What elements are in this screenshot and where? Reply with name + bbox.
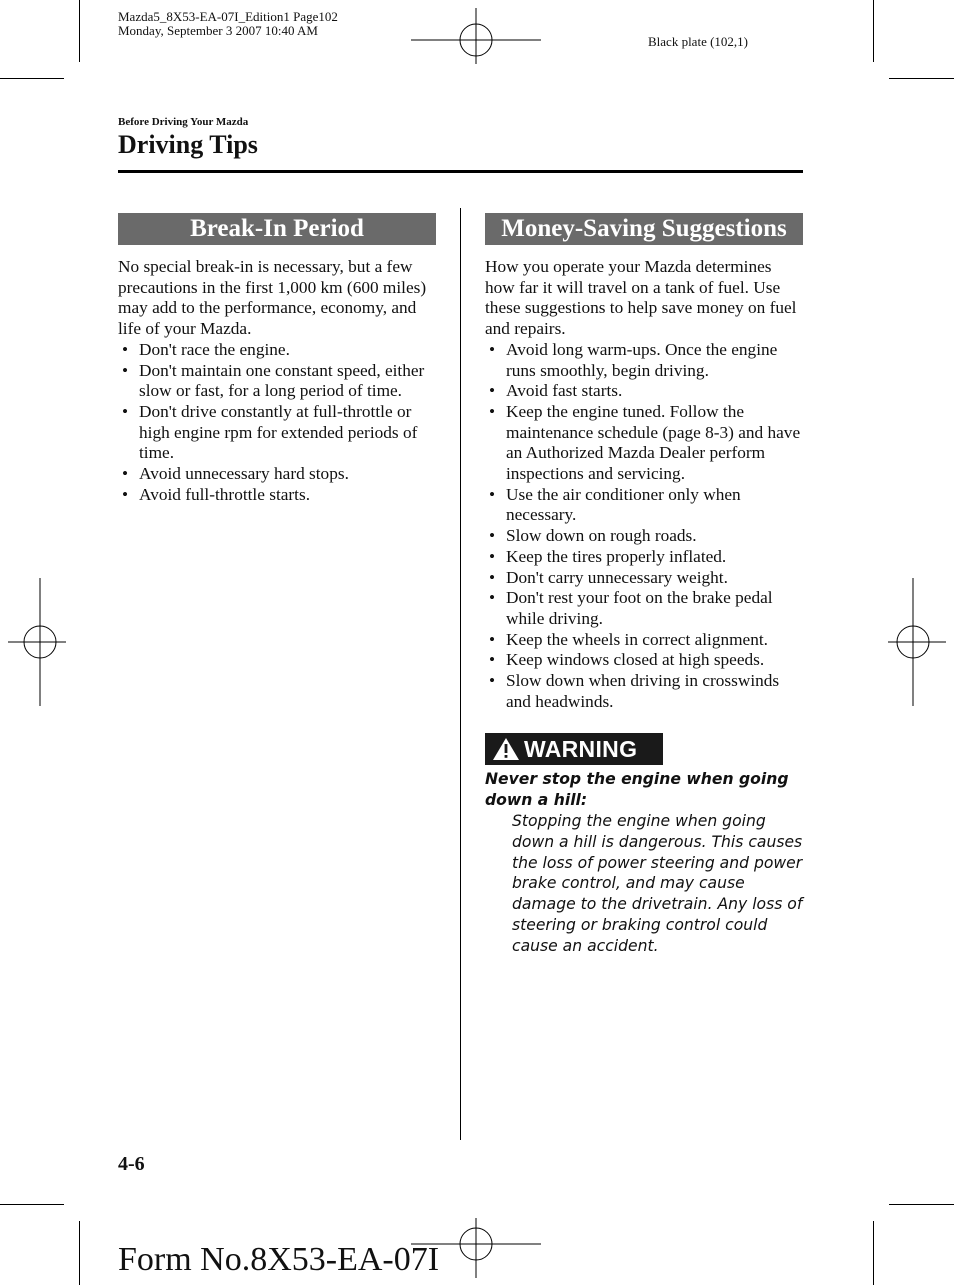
page-number: 4-6 [118,1153,145,1175]
list-item: • Keep the wheels in correct alignment. [485,630,803,651]
list-item: • Avoid full-throttle starts. [118,485,436,506]
list-item: • Don't carry unnecessary weight. [485,568,803,589]
registration-mark-icon [411,8,541,64]
crop-mark [889,1204,954,1205]
list-item: • Keep the engine tuned. Follow the maintenance schedule (page 8-3) and have an Authorized Mazda Dealer perform inspections and servicing. [485,402,803,485]
list-item: • Slow down when driving in crosswinds and headwinds. [485,671,803,712]
print-date-line: Monday, September 3 2007 10:40 AM [118,23,318,38]
break-in-intro: No special break-in is necessary, but a few precautions in the first 1,000 km (600 miles) may add to the performance, economy, and life of your Mazda. [118,257,427,339]
list-item: • Keep the tires properly inflated. [485,547,803,568]
crop-mark [0,1204,64,1205]
break-in-list [118,340,436,506]
list-item: • Use the air conditioner only when necessary. [485,485,803,526]
list-item: • Avoid fast starts. [485,381,803,402]
crop-mark [873,1221,874,1285]
warning-heading: Never stop the engine when going down a hill: [485,770,789,810]
plate-label: Black plate (102,1) [648,34,748,49]
crop-mark [889,78,954,79]
warning-banner [485,733,663,765]
crop-mark [0,78,64,79]
crop-mark [873,0,874,62]
warning-body: Stopping the engine when going down a hill is dangerous. This causes the loss of power steering and power brake control, and may cause damage to the drivetrain. Any loss of steering or braking control could cause an accident. [512,812,803,955]
warning-triangle-icon [492,737,520,761]
break-in-heading: Break-In Period [118,213,436,245]
crop-mark [79,1221,80,1285]
list-item: • Slow down on rough roads. [485,526,803,547]
print-file-line: Mazda5_8X53-EA-07I_Edition1 Page102 [118,9,338,24]
money-saving-intro: How you operate your Mazda determines how far it will travel on a tank of fuel. Use these suggestions to help save money on fuel and repairs. [485,257,797,339]
list-item: • Don't drive constantly at full-throttle or high engine rpm for extended periods of time. [118,402,436,464]
registration-mark-icon [8,578,66,706]
warning-label: WARNING [524,736,638,763]
warning-text [485,769,803,956]
form-number: Form No.8X53-EA-07I [118,1241,440,1278]
list-item: • Don't maintain one constant speed, either slow or fast, for a long period of time. [118,361,436,402]
crop-mark [79,0,80,62]
money-saving-list [485,340,803,713]
list-item: • Don't rest your foot on the brake pedal while driving. [485,588,803,629]
money-saving-heading: Money-Saving Suggestions [485,213,803,245]
list-item: • Avoid unnecessary hard stops. [118,464,436,485]
page-title: Driving Tips [118,130,258,159]
registration-mark-icon [888,578,946,706]
print-header [118,10,338,38]
break-in-column [118,213,436,505]
list-item: • Don't race the engine. [118,340,436,361]
column-divider [460,208,461,1140]
section-label: Before Driving Your Mazda [118,116,249,128]
list-item: • Keep windows closed at high speeds. [485,650,803,671]
money-saving-column [485,213,803,957]
list-item: • Avoid long warm-ups. Once the engine runs smoothly, begin driving. [485,340,803,381]
title-rule [118,170,803,173]
